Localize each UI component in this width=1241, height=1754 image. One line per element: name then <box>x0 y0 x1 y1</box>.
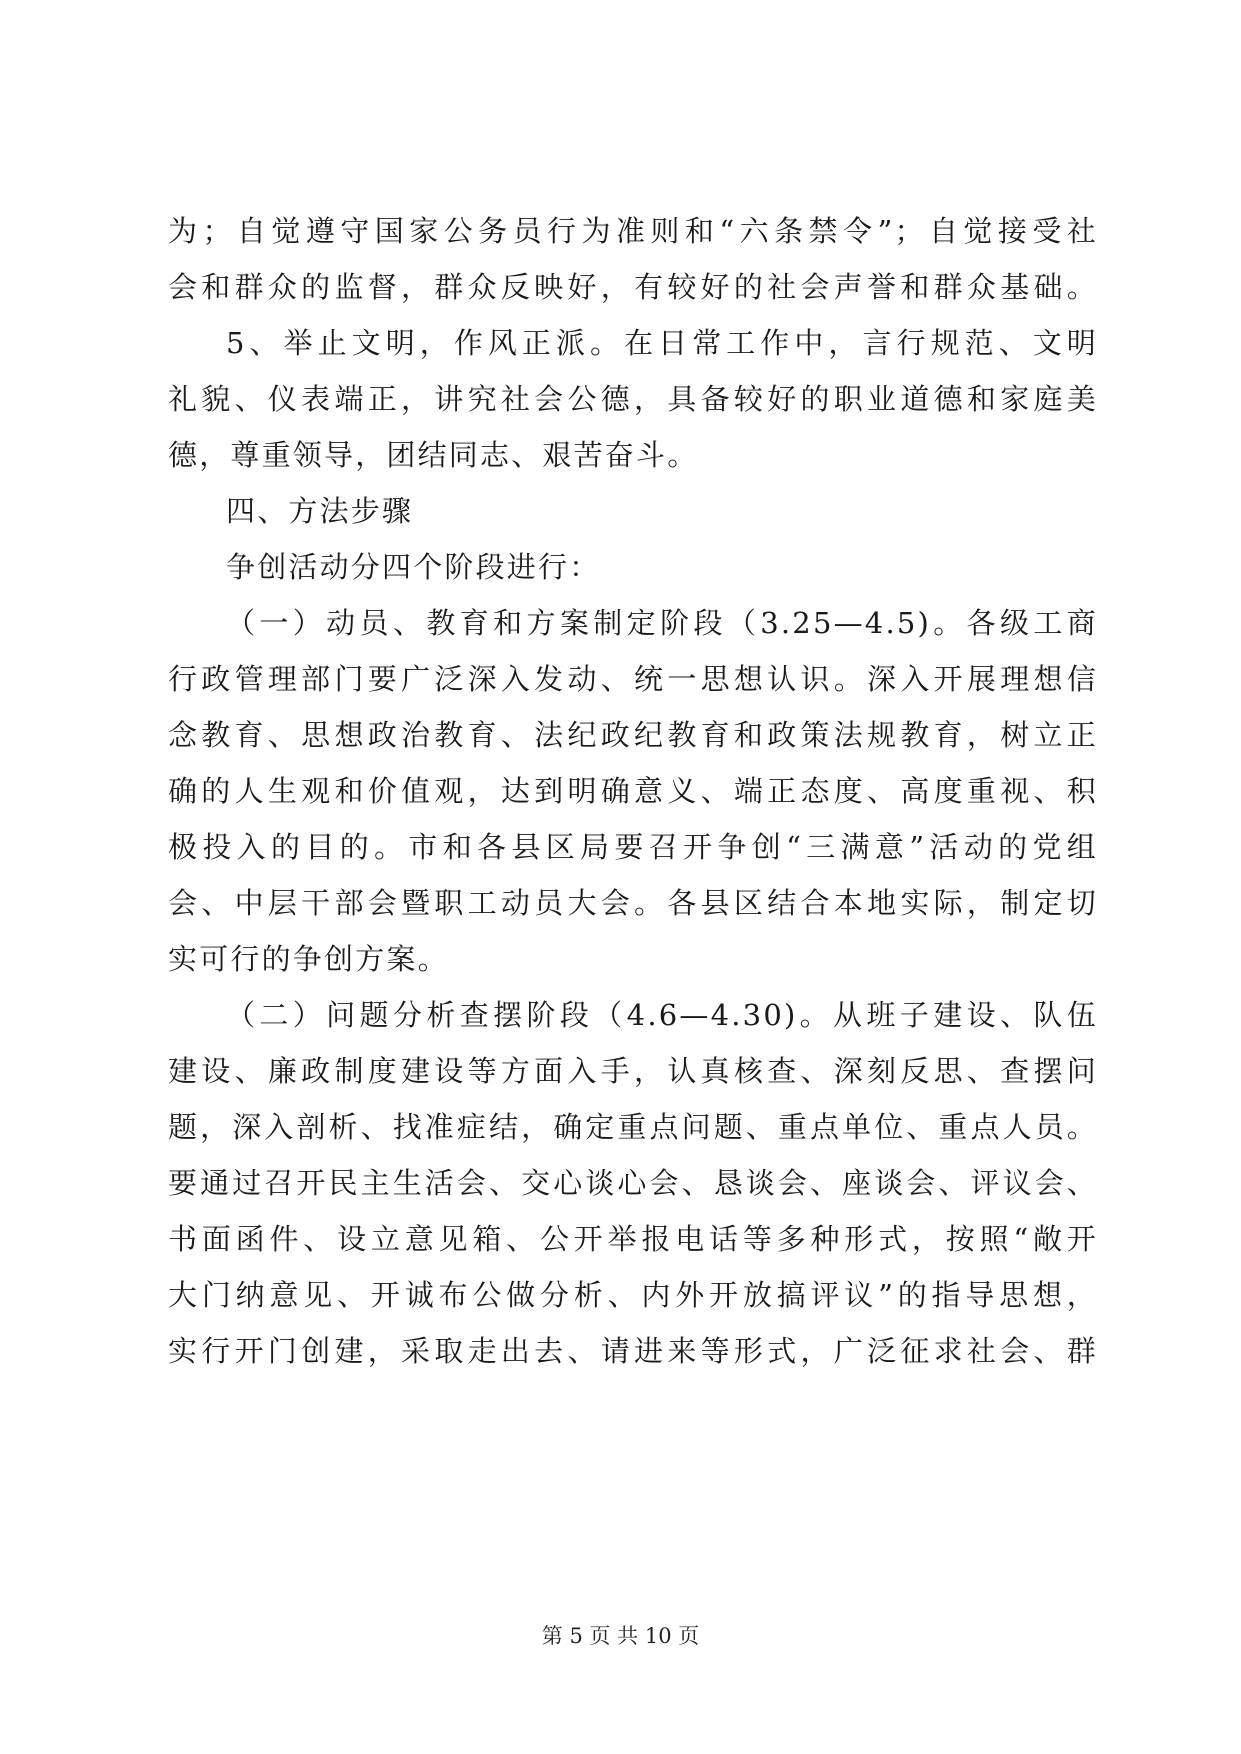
text-line: 争创活动分四个阶段进行： <box>226 550 601 584</box>
text-line: 书面函件、设立意见箱、公开举报电话等多种形式，按照“敞开 <box>168 1222 1098 1256</box>
text-line: 德，尊重领导，团结同志、艰苦奋斗。 <box>168 438 699 472</box>
text-line: 建设、廉政制度建设等方面入手，认真核查、深刻反思、查摆问 <box>168 1054 1098 1088</box>
section-heading: 四、方法步骤 <box>226 494 414 528</box>
text-line: 大门纳意见、开诚布公做分析、内外开放搞评议”的指导思想， <box>168 1278 1098 1312</box>
text-line: 会和群众的监督，群众反映好，有较好的社会声誉和群众基础。 <box>168 270 1098 304</box>
text-line: 行政管理部门要广泛深入发动、统一思想认识。深入开展理想信 <box>168 662 1098 696</box>
text-line: 5、举止文明，作风正派。在日常工作中，言行规范、文明 <box>226 326 1098 360</box>
text-line: （二）问题分析查摆阶段（4.6—4.30)。从班子建设、队伍 <box>226 998 1098 1032</box>
text-line: 为；自觉遵守国家公务员行为准则和“六条禁令”；自觉接受社 <box>168 214 1098 248</box>
text-line: 要通过召开民主生活会、交心谈心会、恳谈会、座谈会、评议会、 <box>168 1166 1098 1200</box>
text-line: 实行开门创建，采取走出去、请进来等形式，广泛征求社会、群 <box>168 1334 1098 1368</box>
text-line: （一）动员、教育和方案制定阶段（3.25—4.5)。各级工商 <box>226 606 1098 640</box>
text-line: 题，深入剖析、找准症结，确定重点问题、重点单位、重点人员。 <box>168 1110 1098 1144</box>
text-line: 礼貌、仪表端正，讲究社会公德，具备较好的职业道德和家庭美 <box>168 382 1098 416</box>
text-line: 念教育、思想政治教育、法纪政纪教育和政策法规教育，树立正 <box>168 718 1098 752</box>
text-line: 实可行的争创方案。 <box>168 942 449 976</box>
text-line: 确的人生观和价值观，达到明确意义、端正态度、高度重视、积 <box>168 774 1098 808</box>
text-line: 极投入的目的。市和各县区局要召开争创“三满意”活动的党组 <box>168 830 1098 864</box>
text-line: 会、中层干部会暨职工动员大会。各县区结合本地实际，制定切 <box>168 886 1098 920</box>
page-footer: 第 5 页 共 10 页 <box>541 1624 700 1648</box>
